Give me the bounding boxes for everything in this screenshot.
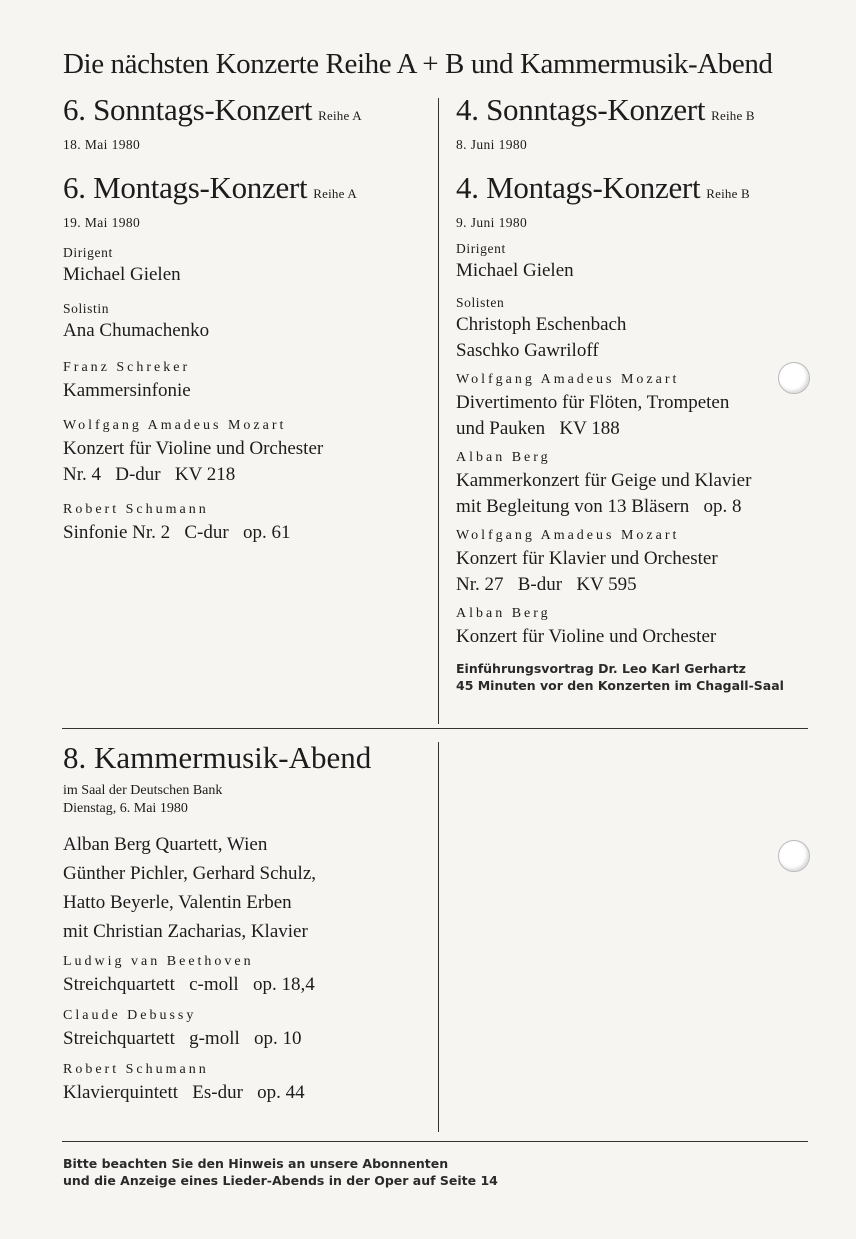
venue: im Saal der Deutschen Bank: [63, 783, 223, 798]
program-item: [456, 526, 851, 598]
composer-name: Ludwig van Beethoven: [63, 954, 254, 969]
program-item: [63, 952, 428, 998]
composer-name: Alban Berg: [456, 450, 551, 465]
work-details: mit Begleitung von 13 Bläsern op. 8: [456, 496, 742, 517]
concert-date: 8. Juni 1980: [456, 137, 528, 152]
performers: [63, 830, 428, 946]
work-title: Streichquartett g-moll op. 10: [63, 1028, 302, 1049]
program-item: [63, 416, 428, 488]
program-list: [63, 952, 428, 1106]
work-title: Klavierquintett Es-dur op. 44: [63, 1082, 305, 1103]
work-title: Divertimento für Flöten, Trompeten: [456, 392, 730, 413]
performer-line: mit Christian Zacharias, Klavier: [63, 921, 308, 942]
work-title: Kammersinfonie: [63, 380, 191, 401]
concert-date: 19. Mai 1980: [63, 215, 141, 230]
series-a-column: [63, 92, 428, 546]
punch-hole: [778, 362, 810, 394]
work-details: Nr. 4 D-dur KV 218: [63, 464, 236, 485]
performer-line: Alban Berg Quartett, Wien: [63, 834, 268, 855]
work-title: Streichquartett c-moll op. 18,4: [63, 974, 315, 995]
footer-note: [63, 1155, 498, 1189]
column-divider: [438, 98, 439, 724]
composer-name: Robert Schumann: [63, 502, 209, 517]
program-list: [456, 370, 851, 650]
composer-name: Wolfgang Amadeus Mozart: [63, 418, 287, 433]
composer-name: Wolfgang Amadeus Mozart: [456, 372, 680, 387]
concert-title: [63, 170, 428, 212]
conductor-label: Dirigent: [456, 241, 506, 256]
soloist-name: Saschko Gawriloff: [456, 340, 599, 361]
program-list: [63, 358, 428, 546]
concert-date: Dienstag, 6. Mai 1980: [63, 801, 188, 816]
chamber-music-column: [63, 740, 428, 1106]
column-divider: [438, 742, 439, 1132]
program-item: [456, 448, 851, 520]
footer-line: Bitte beachten Sie den Hinweis an unsere Abonnenten: [63, 1156, 449, 1171]
chamber-concert-title: 8. Kammermusik-Abend: [63, 740, 372, 775]
series-label: Reihe B: [706, 186, 750, 201]
composer-name: Wolfgang Amadeus Mozart: [456, 528, 680, 543]
conductor-label: Dirigent: [63, 245, 113, 260]
conductor-name: Michael Gielen: [456, 260, 574, 281]
performer-line: Günther Pichler, Gerhard Schulz,: [63, 863, 317, 884]
performer-line: Hatto Beyerle, Valentin Erben: [63, 892, 292, 913]
concert-title: [63, 92, 428, 134]
concert-date: 18. Mai 1980: [63, 137, 141, 152]
program-item: [63, 500, 428, 546]
soloist-name: Christoph Eschenbach: [456, 314, 627, 335]
section-divider: [62, 728, 808, 729]
soloists-label: Solisten: [456, 295, 505, 310]
composer-name: Robert Schumann: [63, 1062, 209, 1077]
program-item: [456, 604, 851, 650]
series-label: Reihe B: [711, 108, 755, 123]
punch-hole: [778, 840, 810, 872]
concert-name: 6. Montags-Konzert: [63, 170, 308, 205]
page-title: Die nächsten Konzerte Reihe A + B und Kammermusik-Abend: [63, 48, 773, 80]
conductor-name: Michael Gielen: [63, 264, 181, 285]
concert-name: 4. Montags-Konzert: [456, 170, 701, 205]
footer-divider: [62, 1141, 808, 1142]
concert-title: [456, 92, 851, 134]
composer-name: Alban Berg: [456, 606, 551, 621]
footer-line: und die Anzeige eines Lieder-Abends in der Oper auf Seite 14: [63, 1173, 498, 1188]
work-details: und Pauken KV 188: [456, 418, 620, 439]
soloist-label: Solistin: [63, 301, 110, 316]
concert-name: 4. Sonntags-Konzert: [456, 92, 706, 127]
work-title: Konzert für Violine und Orchester: [456, 626, 717, 647]
work-title: Konzert für Violine und Orchester: [63, 438, 324, 459]
soloist-name: Ana Chumachenko: [63, 320, 210, 341]
concert-date: 9. Juni 1980: [456, 215, 528, 230]
work-details: Nr. 27 B-dur KV 595: [456, 574, 637, 595]
composer-name: Claude Debussy: [63, 1008, 197, 1023]
series-label: Reihe A: [313, 186, 357, 201]
program-item: [63, 358, 428, 404]
intro-line: 45 Minuten vor den Konzerten im Chagall-Saal: [456, 678, 784, 693]
intro-line: Einführungsvortrag Dr. Leo Karl Gerhartz: [456, 661, 746, 676]
intro-lecture-note: [456, 660, 851, 694]
program-item: [63, 1006, 428, 1052]
composer-name: Franz Schreker: [63, 360, 191, 375]
work-title: Sinfonie Nr. 2 C-dur op. 61: [63, 522, 291, 543]
work-title: Konzert für Klavier und Orchester: [456, 548, 718, 569]
program-item: [63, 1060, 428, 1106]
work-title: Kammerkonzert für Geige und Klavier: [456, 470, 752, 491]
concert-name: 6. Sonntags-Konzert: [63, 92, 313, 127]
series-label: Reihe A: [318, 108, 362, 123]
concert-title: [456, 170, 851, 212]
